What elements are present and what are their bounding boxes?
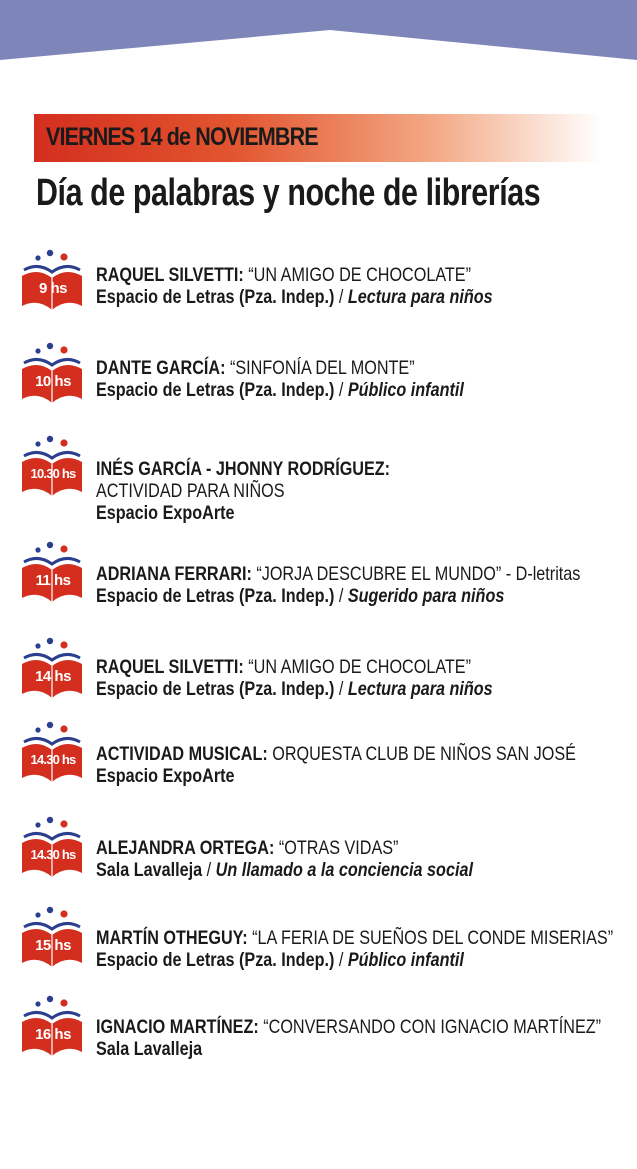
event-work: “UN AMIGO DE CHOCOLATE” [248,656,471,678]
event-place-line [96,678,544,700]
event-note: Un llamado a la conciencia social [215,859,473,881]
open-book-icon [18,720,86,786]
event-time: 16 hs [35,1026,71,1043]
event-author: ACTIVIDAD MUSICAL: [96,743,268,765]
event-author: IGNACIO MARTÍNEZ: [96,1016,259,1038]
event-author: ALEJANDRA ORTEGA: [96,837,275,859]
event-time: 10.30 hs [30,466,76,481]
event-place: Espacio de Letras (Pza. Indep.) [96,286,335,308]
event-work: “CONVERSANDO CON IGNACIO MARTÍNEZ” [263,1016,602,1038]
event-time: 10 hs [35,373,71,390]
event-time: 14.30 hs [30,847,76,862]
event-details [96,357,636,401]
event-details [96,743,636,787]
event-details [96,563,636,607]
event-separator: / [338,379,344,401]
event-author: ADRIANA FERRARI: [96,563,252,585]
event-time: 15 hs [35,937,71,954]
event-separator: / [338,678,344,700]
event-author: MARTÍN OTHEGUY: [96,927,248,949]
event-place: Espacio de Letras (Pza. Indep.) [96,379,335,401]
event-place: Sala Lavalleja [96,1038,203,1060]
event-place: Espacio de Letras (Pza. Indep.) [96,678,335,700]
event-note: Público infantil [347,379,464,401]
event-title-line [96,264,544,286]
event-title-line [96,357,544,379]
event-place-line [96,859,544,881]
event-note: Sugerido para niños [347,585,505,607]
event-place-line [96,379,544,401]
event-time: 11 hs [35,572,71,589]
event-details [96,837,636,881]
event-time: 14.30 hs [30,752,76,767]
open-book-icon [18,248,86,314]
event-note: Lectura para niños [347,678,493,700]
event-place-line [96,949,544,971]
event-author: INÉS GARCÍA - JHONNY RODRÍGUEZ: [96,458,391,480]
event-place: Sala Lavalleja [96,859,203,881]
event-work: “UN AMIGO DE CHOCOLATE” [248,264,471,286]
event-work: “LA FERIA DE SUEÑOS DEL CONDE MISERIAS” [252,927,614,949]
event-title-line [96,656,544,678]
event-place: Espacio de Letras (Pza. Indep.) [96,949,335,971]
event-separator: / [338,949,344,971]
event-separator: / [338,585,344,607]
event-place: Espacio ExpoArte [96,502,235,524]
event-title-line [96,927,614,949]
event-place: Espacio de Letras (Pza. Indep.) [96,585,335,607]
open-book-icon [18,636,86,702]
event-title-line [96,743,576,765]
open-book-icon [18,540,86,606]
page-title: Día de palabras y noche de librerías [36,172,541,214]
open-book-icon [18,994,86,1060]
event-note: Público infantil [347,949,464,971]
event-title-line [96,837,544,859]
event-details [96,458,636,524]
event-details [96,656,636,700]
event-author: RAQUEL SILVETTI: [96,264,244,286]
event-work: “OTRAS VIDAS” [278,837,399,859]
event-details [96,264,636,308]
event-note: Lectura para niños [347,286,493,308]
event-details [96,1016,636,1060]
event-work: ORQUESTA CLUB DE NIÑOS SAN JOSÉ [272,743,576,765]
event-work: “JORJA DESCUBRE EL MUNDO” - D-letritas [256,563,581,585]
event-place-line [96,585,544,607]
event-author: DANTE GARCÍA: [96,357,226,379]
event-separator: / [206,859,212,881]
date-label: VIERNES 14 de NOVIEMBRE [46,123,318,151]
event-time: 14 hs [35,668,71,685]
event-author: RAQUEL SILVETTI: [96,656,244,678]
event-work: ACTIVIDAD PARA NIÑOS [96,480,285,502]
open-book-icon [18,341,86,407]
event-place-line [96,286,544,308]
open-book-icon [18,815,86,881]
open-book-icon [18,434,86,500]
open-book-icon [18,905,86,971]
event-separator: / [338,286,344,308]
event-place: Espacio ExpoArte [96,765,235,787]
event-title-line [96,563,581,585]
event-work: “SINFONÍA DEL MONTE” [229,357,415,379]
event-title-line [96,1016,602,1038]
event-time: 9 hs [38,280,67,297]
event-details [96,927,636,971]
